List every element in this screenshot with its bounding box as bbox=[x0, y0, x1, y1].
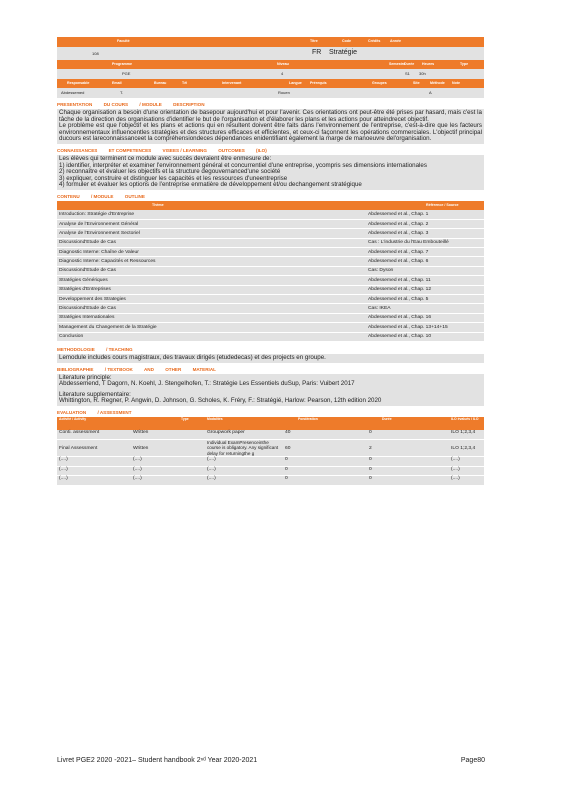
outcome-item: 1) identifier, interpréter et examiner l'environnement général et concurrentiel d'une entreprise, ycompris ses dimensions internationales bbox=[59, 161, 427, 169]
header-label: Bureau bbox=[154, 81, 167, 85]
paragraph: Lemodule includes cours magistraux, des travaux dirigés (etudedecas) et des projects en groupe. bbox=[59, 353, 326, 361]
header-label: Note bbox=[452, 81, 460, 85]
assessment-activity: Final Assessment bbox=[57, 439, 131, 457]
outline-row bbox=[57, 210, 484, 219]
outline-topic: Analyse de l'Environnement Sectoriel bbox=[57, 229, 366, 238]
course-sheet bbox=[57, 37, 484, 486]
outline-topic: Discussiond'Etude de Cas bbox=[57, 266, 366, 275]
biblio-entry: Whittington, R. Regner, P. Angwin, D. Johnson, G. Scholes, K. Fréry, F.: Stratégié, Harlow: Pearson, 12th edition 2020 bbox=[59, 397, 382, 405]
biblio-label: Literature supplementaire: bbox=[59, 390, 131, 398]
outline-source: Abdessemed et al., Chap. 13+14+15 bbox=[366, 323, 484, 332]
assessment-header: Modalités bbox=[205, 417, 283, 430]
title-part: DESCRIPTION bbox=[173, 102, 205, 107]
assessment-duration: 0 bbox=[367, 457, 449, 467]
header-label: Faculté bbox=[117, 39, 130, 43]
header-label: Langue bbox=[289, 81, 302, 85]
outline-row bbox=[57, 294, 484, 303]
assessment-modality: (....) bbox=[205, 476, 283, 486]
assessment-row bbox=[57, 439, 484, 457]
title-part: BIBLIOGRAPHIE bbox=[57, 366, 94, 372]
biblio-entry: Abdessemend, T Dagorn, N. Koehl, J. Stengelhofen, T.: Stratégie Les Essentiels duSup, Paris: Vuibert 2017 bbox=[59, 380, 355, 388]
assessment-duration: 0 bbox=[367, 430, 449, 440]
outline-source: Abdessemed et al., Chap. 11 bbox=[366, 276, 484, 285]
outline-source: Abdessemed et al., Chap. 6 bbox=[366, 257, 484, 266]
outline-source: Cas: Dyson bbox=[366, 266, 484, 275]
outline-topic: Discussiond'Etude de Cas bbox=[57, 304, 366, 313]
outline-source: Abdessemed et al., Chap. 2 bbox=[366, 219, 484, 228]
assessment-weight: 60 bbox=[283, 439, 367, 457]
header-label: Intervenant bbox=[222, 81, 242, 85]
assessment-activity: (....) bbox=[57, 466, 131, 476]
assessment-duration: 0 bbox=[367, 466, 449, 476]
assessment-row bbox=[57, 476, 484, 486]
assessment-type: (....) bbox=[131, 457, 205, 467]
footer-page-number: Page80 bbox=[460, 757, 485, 764]
title-part: AND bbox=[143, 366, 154, 372]
header-label: Groupes bbox=[372, 81, 387, 85]
outline-row bbox=[57, 332, 484, 341]
assessment-header: Type bbox=[131, 417, 205, 430]
paragraph: Le problème est que l'objectif et les plans et actions qui en résultent doivent être faits dans l'environnement de l'entreprise, c'est-à-dire que les facteurs environnementaux influencentles stratégies et des structures efficaces et efficientes, et ceux-ci façonnent les opérations commerciales. L'objectif principal ducours est lareconnaissanceet la compréhensiondeces dépendances enidentifiant également la marge de manoeuvre del'organisation. bbox=[59, 122, 482, 143]
outline-source: Abdessemed et al., Chap. 12 bbox=[366, 285, 484, 294]
assessment-ilo: (....) bbox=[449, 457, 484, 467]
header-row-3 bbox=[57, 60, 484, 69]
method-text bbox=[57, 354, 484, 363]
header-row-6 bbox=[57, 88, 484, 98]
outline-row bbox=[57, 229, 484, 238]
footer-handbook-title: Livret PGE2 2020 -2021– Student handbook 2ⁿᵈ Year 2020-2021 bbox=[57, 757, 258, 764]
assessment-header: Durée bbox=[367, 417, 449, 430]
content-title bbox=[57, 193, 484, 201]
assessment-type: Written bbox=[131, 439, 205, 457]
header-label: Heures bbox=[422, 62, 435, 66]
outline-topic: Developpement des Strategies bbox=[57, 294, 366, 303]
outline-topic: Stratégies d'Entreprises bbox=[57, 285, 366, 294]
outline-row bbox=[57, 313, 484, 322]
outline-header: Thème bbox=[57, 201, 366, 210]
assessment-type: (....) bbox=[131, 466, 205, 476]
assessment-modality: (....) bbox=[205, 457, 283, 467]
title-part: ET COMPETENCES bbox=[108, 147, 152, 153]
title-part: / TEXTBOOK bbox=[104, 366, 133, 372]
outcomes-text bbox=[57, 155, 484, 190]
semester-value: S1 bbox=[405, 71, 410, 76]
header-label: Responsable bbox=[67, 81, 90, 85]
outline-row bbox=[57, 285, 484, 294]
header-label: Prérequis bbox=[310, 81, 327, 85]
outline-source: Cas: IKEA bbox=[366, 304, 484, 313]
outcome-item: 4) formuler et évaluer les options de l'entreprise enmatière de développement et/ou dechangement stratégique bbox=[59, 181, 362, 189]
header-label: Année bbox=[390, 39, 401, 43]
outline-source: Abdessemed et al., Chap. 16 bbox=[366, 313, 484, 322]
header-row-1 bbox=[57, 37, 484, 47]
header-label: Niveau bbox=[277, 62, 289, 66]
outline-row bbox=[57, 323, 484, 332]
outline-topic: Introduction: Stratégie d'Entreprise bbox=[57, 210, 366, 219]
assessment-weight: 0 bbox=[283, 457, 367, 467]
title-part: DU COURS bbox=[103, 102, 129, 107]
outline-topic: Conclusion bbox=[57, 332, 366, 341]
outline-topic: Diagnostic Interne: Chaîne de Valeur bbox=[57, 248, 366, 257]
assessment-duration: 2 bbox=[367, 439, 449, 457]
assessment-type: Written bbox=[131, 430, 205, 440]
title-part: MATERIAL bbox=[192, 366, 216, 372]
assessment-header: ILO évalués / ILO bbox=[449, 417, 484, 430]
method-title bbox=[57, 346, 484, 354]
outline-row bbox=[57, 304, 484, 313]
outline-table bbox=[57, 201, 484, 342]
title-part: / MODULE bbox=[91, 193, 114, 199]
title-part: METHODOLOGIE bbox=[57, 346, 95, 352]
assessment-row bbox=[57, 466, 484, 476]
header-row-2 bbox=[57, 47, 484, 60]
assessment-weight: 0 bbox=[283, 466, 367, 476]
title-part: OUTLINE bbox=[124, 193, 145, 199]
presentation-title bbox=[57, 101, 484, 109]
outline-header: Référence / Source bbox=[366, 201, 484, 210]
header-label: Site bbox=[413, 81, 420, 85]
outline-source: Abdessemed et al., Chap. 5 bbox=[366, 294, 484, 303]
outline-topic: Management du Changement de la Stratégie bbox=[57, 323, 366, 332]
assessment-activity: (....) bbox=[57, 457, 131, 467]
title-part: OTHER bbox=[165, 366, 182, 372]
outline-header-row bbox=[57, 201, 484, 210]
assessment-ilo: (....) bbox=[449, 466, 484, 476]
eval-title bbox=[57, 409, 484, 417]
header-label: Semestre bbox=[389, 62, 406, 66]
outline-topic: Stratégies Génériques bbox=[57, 276, 366, 285]
programme-value: PGE bbox=[122, 71, 131, 76]
outline-topic: Diagnostic Interne: Capacités et Ressources bbox=[57, 257, 366, 266]
header-label: Durée bbox=[404, 62, 415, 66]
duration-value: 30h bbox=[419, 71, 426, 76]
assessment-header: Pondération bbox=[283, 417, 367, 430]
level-value: 4 bbox=[281, 71, 284, 76]
assessment-duration: 0 bbox=[367, 476, 449, 486]
outline-row bbox=[57, 248, 484, 257]
outline-source: Abdessemed et al., Chap. 7 bbox=[366, 248, 484, 257]
assessment-modality: (....) bbox=[205, 466, 283, 476]
outline-row bbox=[57, 219, 484, 228]
assessment-row bbox=[57, 457, 484, 467]
header-label: Méthode bbox=[430, 81, 445, 85]
outcomes-intro: Les élèves qui terminent ce module avec succès devraient être enmesure de: bbox=[59, 154, 272, 162]
outline-source: Abdessemed et al., Chap. 1 bbox=[366, 210, 484, 219]
outline-row bbox=[57, 276, 484, 285]
instructor-initial: T. bbox=[120, 90, 124, 95]
page-footer bbox=[57, 757, 485, 764]
title-part: VISEES / LEARNING bbox=[162, 147, 207, 153]
assessment-header: Activité / Activity bbox=[57, 417, 131, 430]
assessment-activity: (....) bbox=[57, 476, 131, 486]
outline-source: Abdessemed et al., Chap. 10 bbox=[366, 332, 484, 341]
course-title: Stratégie bbox=[329, 49, 358, 56]
course-language: FR bbox=[312, 49, 322, 56]
assessment-header-row bbox=[57, 417, 484, 430]
outline-row bbox=[57, 238, 484, 247]
group-value: A bbox=[429, 90, 432, 95]
header-label: Programme bbox=[112, 62, 132, 66]
outline-source: Cas : L'industrie du l'Eau Embouteillé bbox=[366, 238, 484, 247]
assessment-modality: Groupwork paper bbox=[205, 430, 283, 440]
header-label: Code bbox=[342, 39, 351, 43]
biblio-text bbox=[57, 374, 484, 406]
title-part: CONNAISSANCES bbox=[57, 147, 98, 153]
assessment-modality: Individual ExamPresenceinthe course is obligatory. Any significant delay for returningthe g bbox=[205, 439, 283, 457]
assessment-weight: 0 bbox=[283, 476, 367, 486]
outcome-item: 3) expliquer, construire et distinguer les capacités et les ressources d'uneentreprise bbox=[59, 174, 288, 182]
assessment-ilo: (....) bbox=[449, 476, 484, 486]
header-row-4 bbox=[57, 69, 484, 79]
title-part: PRESENTATION bbox=[57, 102, 93, 107]
outline-source: Abdessemed et al., Chap. 3 bbox=[366, 229, 484, 238]
title-part: / TEACHING bbox=[106, 346, 133, 352]
outline-topic: Stratégies Internationales bbox=[57, 313, 366, 322]
presentation-text bbox=[57, 109, 484, 144]
assessment-weight: 40 bbox=[283, 430, 367, 440]
assessment-table bbox=[57, 417, 484, 486]
outline-topic: Analyse de l'Environnement Général bbox=[57, 219, 366, 228]
assessment-row bbox=[57, 430, 484, 440]
site-value: Rouen bbox=[278, 90, 290, 95]
outline-row bbox=[57, 257, 484, 266]
header-label: Titre bbox=[310, 39, 318, 43]
title-part: CONTENU bbox=[57, 193, 80, 199]
header-label: Email bbox=[112, 81, 122, 85]
title-part: EVALUATION bbox=[57, 409, 87, 415]
course-number: 108 bbox=[92, 51, 99, 56]
instructor-value: Abdessemed bbox=[61, 90, 85, 95]
title-part: / ASSESSMENT bbox=[97, 409, 132, 415]
outline-topic: Discussiond'Etude de Cas bbox=[57, 238, 366, 247]
paragraph: Chaque organisation a besoin d'une orientation de basepour aujourd'hui et pour l'avenir. Ces orientations ont peut-être été prises par hasard, mais c'est la tâche de la direction des organisations d'identifier le but de l'organisation et d'élaborer les plans et les actions pour atteindrecet objectif. bbox=[59, 109, 482, 123]
outcome-item: 2) reconnaître et évaluer les objectifs et la structure degouvernanced'une société bbox=[59, 168, 281, 176]
title-part: OUTCOMES bbox=[218, 147, 245, 153]
outcomes-title bbox=[57, 147, 484, 155]
header-row-5 bbox=[57, 79, 484, 88]
assessment-ilo: ILO 1;2,3,4 bbox=[449, 439, 484, 457]
assessment-type: (....) bbox=[131, 476, 205, 486]
header-label: Type bbox=[460, 62, 469, 66]
outline-row bbox=[57, 266, 484, 275]
header-label: Tél bbox=[182, 81, 188, 85]
title-part: (ILO) bbox=[256, 147, 267, 153]
header-label: Crédits bbox=[368, 39, 381, 43]
title-part: / MODULE bbox=[139, 102, 162, 107]
assessment-activity: Conti. assessment bbox=[57, 430, 131, 440]
biblio-label: Literature principle: bbox=[59, 373, 112, 381]
assessment-ilo: ILO 1;2,3,4 bbox=[449, 430, 484, 440]
biblio-title bbox=[57, 366, 484, 374]
